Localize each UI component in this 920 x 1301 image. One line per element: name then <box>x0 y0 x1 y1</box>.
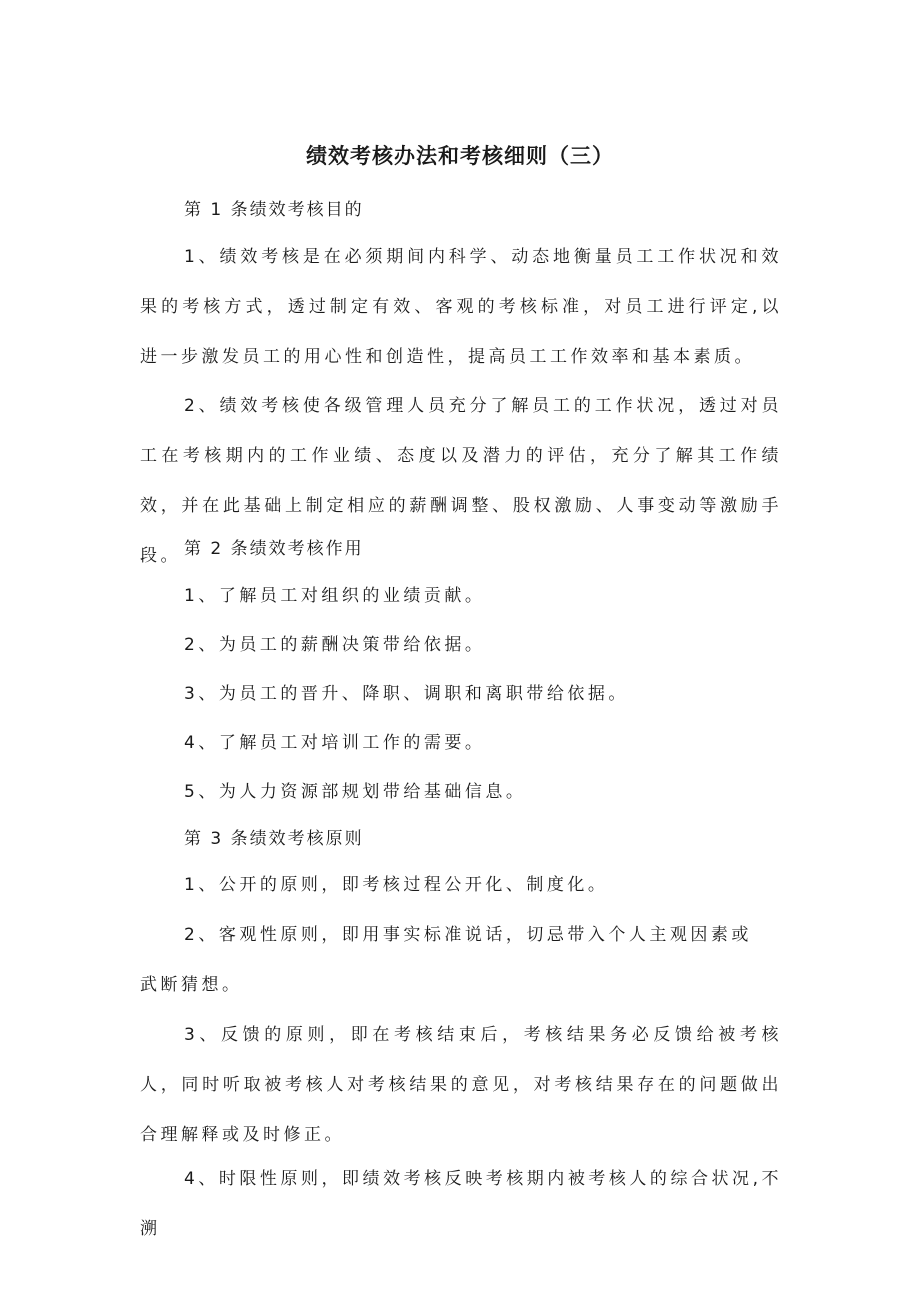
section-2-item-4: 4、了解员工对培训工作的需要。 <box>184 733 486 753</box>
section-2-item-3: 3、为员工的晋升、降职、调职和离职带给依据。 <box>184 684 629 704</box>
section-3-item-2: 2、客观性原则，即用事实标准说话，切忌带入个人主观因素或 <box>184 925 752 945</box>
section-2-item-2: 2、为员工的薪酬决策带给依据。 <box>184 635 486 655</box>
section-1-heading: 第 1 条绩效考核目的 <box>184 200 364 220</box>
section-2-heading: 第 2 条绩效考核作用 <box>184 539 364 559</box>
document-title: 绩效考核办法和考核细则（三） <box>306 144 614 168</box>
section-1-paragraph-2: 2、绩效考核使各级管理人员充分了解员工的工作状况，透过对员工在考核期内的工作业绩、态度以及潜力的评估，充分了解其工作绩效，并在此基础上制定相应的薪酬调整、股权激励、人事变动等激励手段。 <box>140 396 782 566</box>
section-2-item-1: 1、了解员工对组织的业绩贡献。 <box>184 586 486 606</box>
section-3-item-4: 4、时限性原则，即绩效考核反映考核期内被考核人的综合状况,不溯 <box>140 1169 782 1239</box>
section-3-item-2-continuation: 武断猜想。 <box>140 975 243 995</box>
section-3-item-3: 3、反馈的原则，即在考核结束后，考核结果务必反馈给被考核人，同时听取被考核人对考核结果的意见，对考核结果存在的问题做出合理解释或及时修正。 <box>140 1025 782 1145</box>
section-2-item-5: 5、为人力资源部规划带给基础信息。 <box>184 782 527 802</box>
section-3-heading: 第 3 条绩效考核原则 <box>184 829 364 849</box>
section-3-item-1: 1、公开的原则，即考核过程公开化、制度化。 <box>184 875 609 895</box>
section-1-paragraph-1: 1、绩效考核是在必须期间内科学、动态地衡量员工工作状况和效果的考核方式，透过制定有效、客观的考核标准，对员工进行评定,以进一步激发员工的用心性和创造性，提高员工工作效率和基本素质。 <box>140 247 782 367</box>
